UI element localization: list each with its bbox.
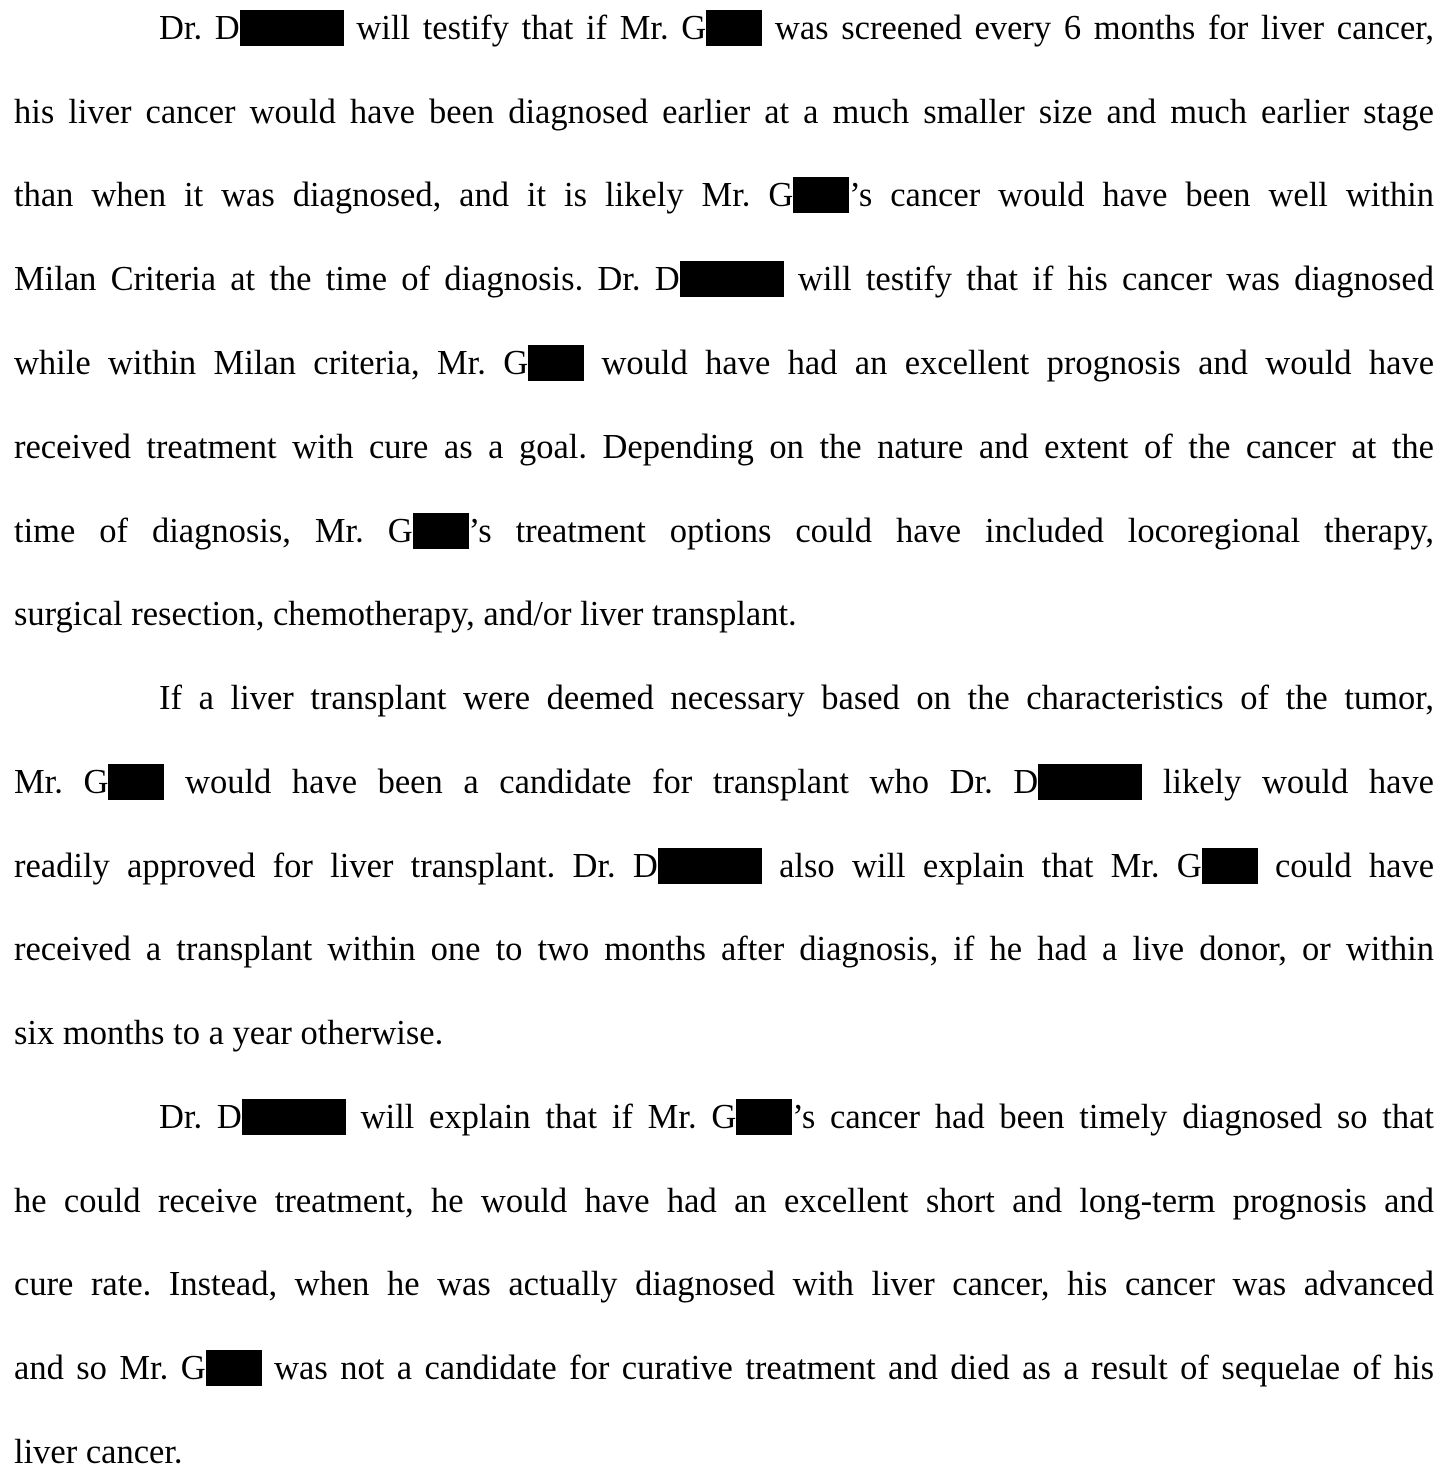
text-line <box>14 341 1434 385</box>
text-segment: time of diagnosis, Mr. G <box>14 512 413 550</box>
redaction-block <box>706 10 762 46</box>
text-segment: received a transplant within one to two months after diagnosis, if he had a live donor, or within <box>14 930 1434 968</box>
redaction-block <box>1202 848 1258 884</box>
text-segment: he could receive treatment, he would have had an excellent short and long-term prognosis and <box>14 1182 1434 1220</box>
text-line <box>159 676 1434 720</box>
text-line <box>14 90 1434 134</box>
text-segment: Dr. D <box>159 9 240 47</box>
text-segment: surgical resection, chemotherapy, and/or liver transplant. <box>14 595 797 633</box>
text-segment: If a liver transplant were deemed necessary based on the characteristics of the tumor, <box>159 679 1434 717</box>
text-line <box>14 1179 1434 1223</box>
text-segment: would have been a candidate for transplant who Dr. D <box>185 763 1039 801</box>
text-segment: Mr. G <box>14 763 109 801</box>
text-segment: his liver cancer would have been diagnosed earlier at a much smaller size and much earlier stage <box>14 93 1434 131</box>
text-line <box>159 6 1434 50</box>
text-segment: likely would have <box>1162 763 1434 801</box>
text-line <box>14 1011 1434 1055</box>
text-segment: Dr. D <box>159 1098 242 1136</box>
text-segment: and so Mr. G <box>14 1349 206 1387</box>
text-segment: could have <box>1274 847 1435 885</box>
text-segment: received treatment with cure as a goal. Depending on the nature and extent of the cancer at the <box>14 428 1434 466</box>
redaction-block <box>793 177 849 213</box>
redaction-block <box>206 1350 262 1386</box>
text-segment: cure rate. Instead, when he was actually diagnosed with liver cancer, his cancer was advanced <box>14 1265 1434 1303</box>
redaction-block <box>528 345 584 381</box>
text-line <box>14 257 1434 301</box>
redaction-block <box>658 848 762 884</box>
text-segment: will testify that if Mr. G <box>356 9 707 47</box>
text-line <box>14 927 1434 971</box>
redaction-block <box>240 10 344 46</box>
text-segment: ’s treatment options could have included locoregional therapy, <box>468 512 1434 550</box>
text-line <box>14 509 1434 553</box>
text-segment: was not a candidate for curative treatment and died as a result of sequelae of his <box>274 1349 1435 1387</box>
text-segment: ’s cancer would have been well within <box>849 176 1434 214</box>
text-segment: than when it was diagnosed, and it is likely Mr. G <box>14 176 794 214</box>
text-segment: while within Milan criteria, Mr. G <box>14 344 529 382</box>
text-line <box>14 760 1434 804</box>
text-segment: was screened every 6 months for liver cancer, <box>774 9 1435 47</box>
text-segment: readily approved for liver transplant. Dr. D <box>14 847 658 885</box>
text-line <box>14 844 1434 888</box>
redaction-block <box>736 1099 792 1135</box>
redaction-block <box>413 513 469 549</box>
text-segment: liver cancer. <box>14 1433 183 1471</box>
text-segment: ’s cancer had been timely diagnosed so that <box>792 1098 1435 1136</box>
redaction-block <box>1038 764 1142 800</box>
text-segment: will testify that if his cancer was diagnosed <box>797 260 1434 298</box>
text-line <box>14 173 1434 217</box>
text-segment: will explain that if Mr. G <box>360 1098 737 1136</box>
redaction-block <box>108 764 164 800</box>
text-segment: would have had an excellent prognosis and would have <box>601 344 1435 382</box>
text-line <box>14 1346 1434 1390</box>
text-line <box>14 1262 1434 1306</box>
text-segment: six months to a year otherwise. <box>14 1014 444 1052</box>
text-segment: Milan Criteria at the time of diagnosis. Dr. D <box>14 260 680 298</box>
text-segment: also will explain that Mr. G <box>779 847 1202 885</box>
redaction-block <box>242 1099 346 1135</box>
text-line <box>159 1095 1434 1139</box>
text-line <box>14 1430 1434 1474</box>
text-line <box>14 425 1434 469</box>
redaction-block <box>680 261 784 297</box>
text-line <box>14 592 1434 636</box>
